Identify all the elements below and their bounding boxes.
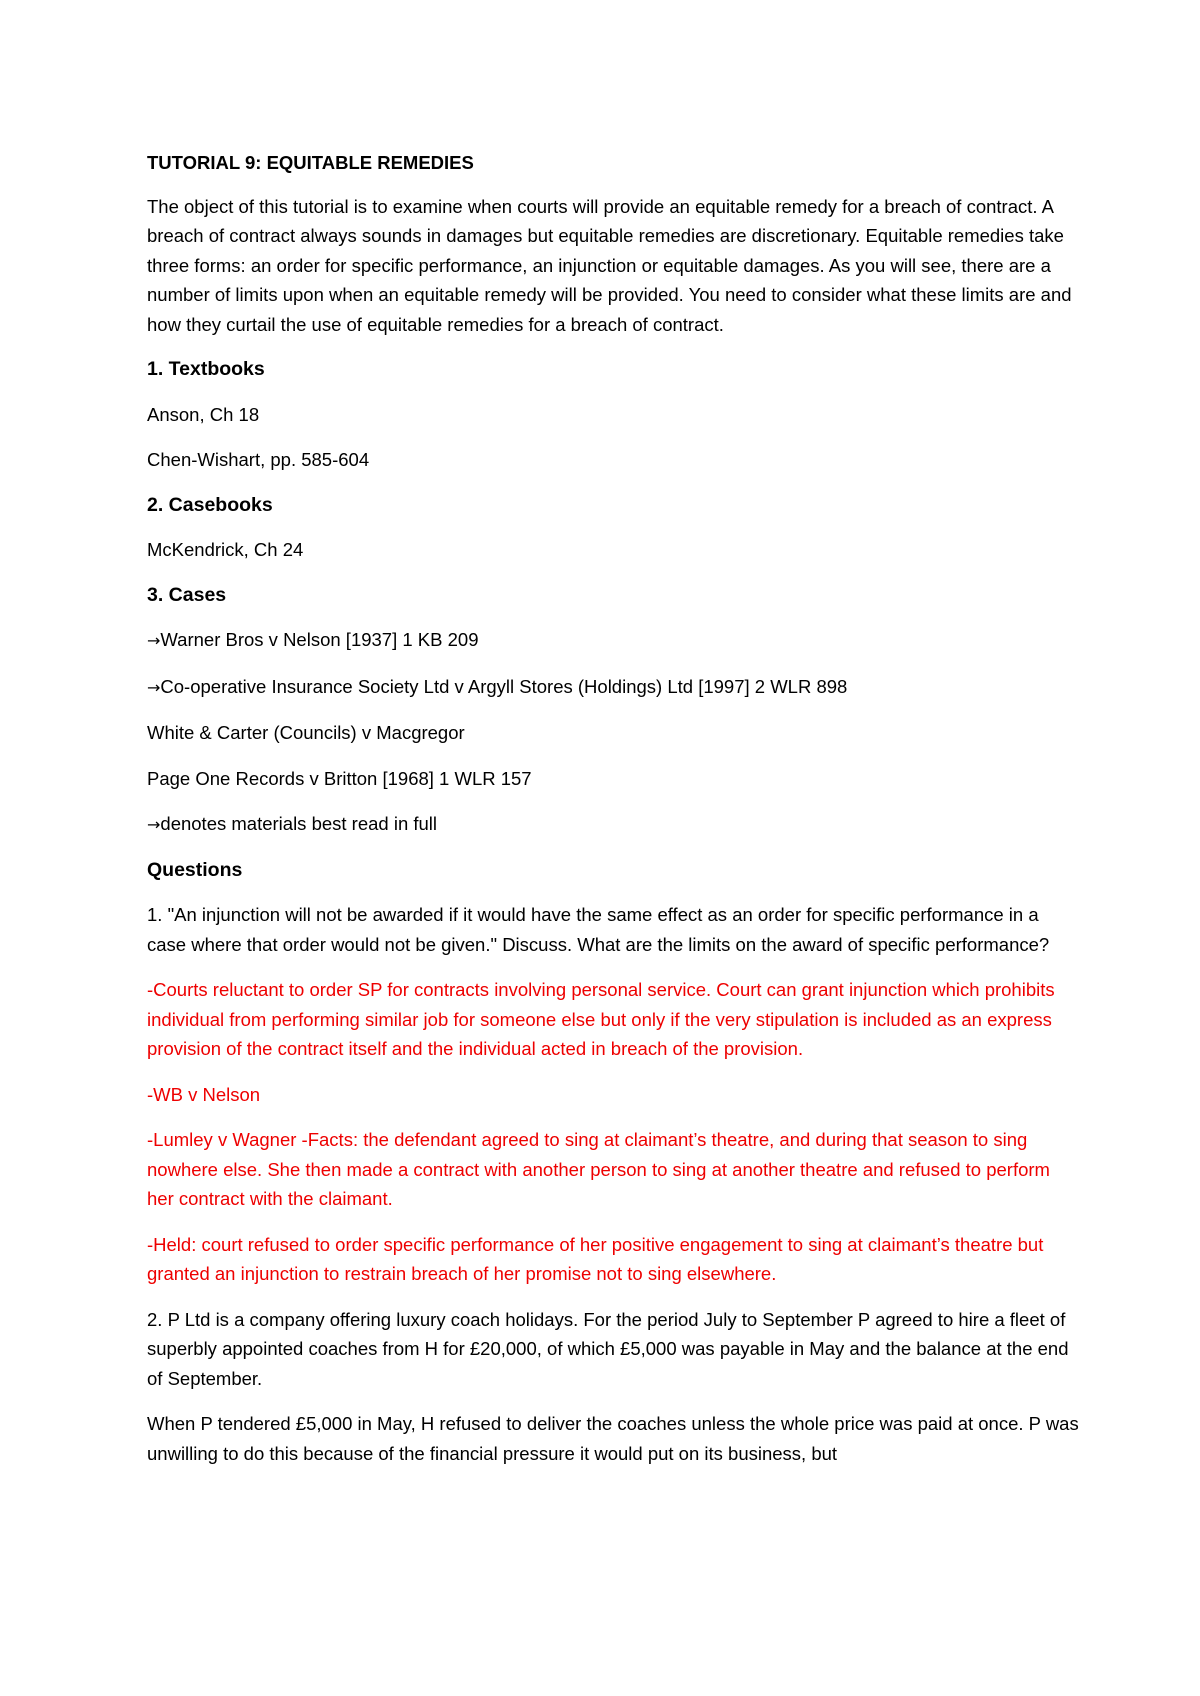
arrow-icon: → [147,677,161,697]
textbook-item: Anson, Ch 18 [147,403,260,425]
case-item: White & Carter (Councils) v Macgregor [147,722,465,743]
case-item [147,625,1080,656]
intro-paragraph: The object of this tutorial is to examine when courts will provide an equitable remedy for a breach of contract. A breach of contract always sounds in damages but equitable remedies are discretionary. Equitable remedies take three forms: an order for specific performance, an injunction or equitable damages. As you will see, there are a number of limits upon when an equitable remedy will be provided. You need to consider what these limits are and how they curtail the use of equitable remedies for a breach of contract. [147,195,1072,335]
question-2-paragraph-1: 2. P Ltd is a company offering luxury coach holidays. For the period July to September P agreed to hire a fleet of superbly appointed coaches from H for £20,000, of which £5,000 was payable in May and the balance at the end of September. [147,1308,1069,1389]
section-heading-cases: 3. Cases [147,583,227,606]
section-heading-casebooks: 2. Casebooks [147,493,273,516]
annotation-note: -Held: court refused to order specific performance of her positive engagement to sing at claimant’s theatre but granted an injunction to restrain breach of her promise not to sing elsewhere. [147,1233,1044,1284]
page-title: TUTORIAL 9: EQUITABLE REMEDIES [147,152,474,173]
case-title: Warner Bros v Nelson [1937] 1 KB 209 [160,629,479,650]
casebook-item: McKendrick, Ch 24 [147,539,304,560]
case-item [147,672,1080,703]
section-heading-questions: Questions [147,858,243,881]
legend-note [147,809,1080,840]
case-item: Page One Records v Britton [1968] 1 WLR 157 [147,767,532,789]
question-1: 1. "An injunction will not be awarded if it would have the same effect as an order for specific performance in a case where that order would not be given." Discuss. What are the limits on the award of specific performance? [147,904,1050,955]
section-heading-textbooks: 1. Textbooks [147,358,265,380]
arrow-icon: → [147,815,161,834]
arrow-icon: → [147,631,161,650]
question-2-paragraph-2: When P tendered £5,000 in May, H refused to deliver the coaches unless the whole price was paid at once. P was unwilling to do this because of the financial pressure it would put on its business, but [147,1413,1079,1464]
annotation-note: -Courts reluctant to order SP for contracts involving personal service. Court can grant injunction which prohibits individual from performing similar job for someone else but only if the very stipulation is included as an express provision of the contract itself and the individual acted in breach of the provision. [147,979,1055,1059]
annotation-note: -WB v Nelson [147,1083,261,1105]
textbook-item: Chen-Wishart, pp. 585-604 [147,449,370,470]
annotation-note: -Lumley v Wagner -Facts: the defendant agreed to sing at claimant’s theatre, and during that season to sing nowhere else. She then made a contract with another person to sing at another theatre and refused to perform her contract with the claimant. [147,1129,1050,1209]
case-title: Co-operative Insurance Society Ltd v Argyll Stores (Holdings) Ltd [1997] 2 WLR 898 [160,675,848,697]
legend-text: denotes materials best read in full [160,813,438,834]
